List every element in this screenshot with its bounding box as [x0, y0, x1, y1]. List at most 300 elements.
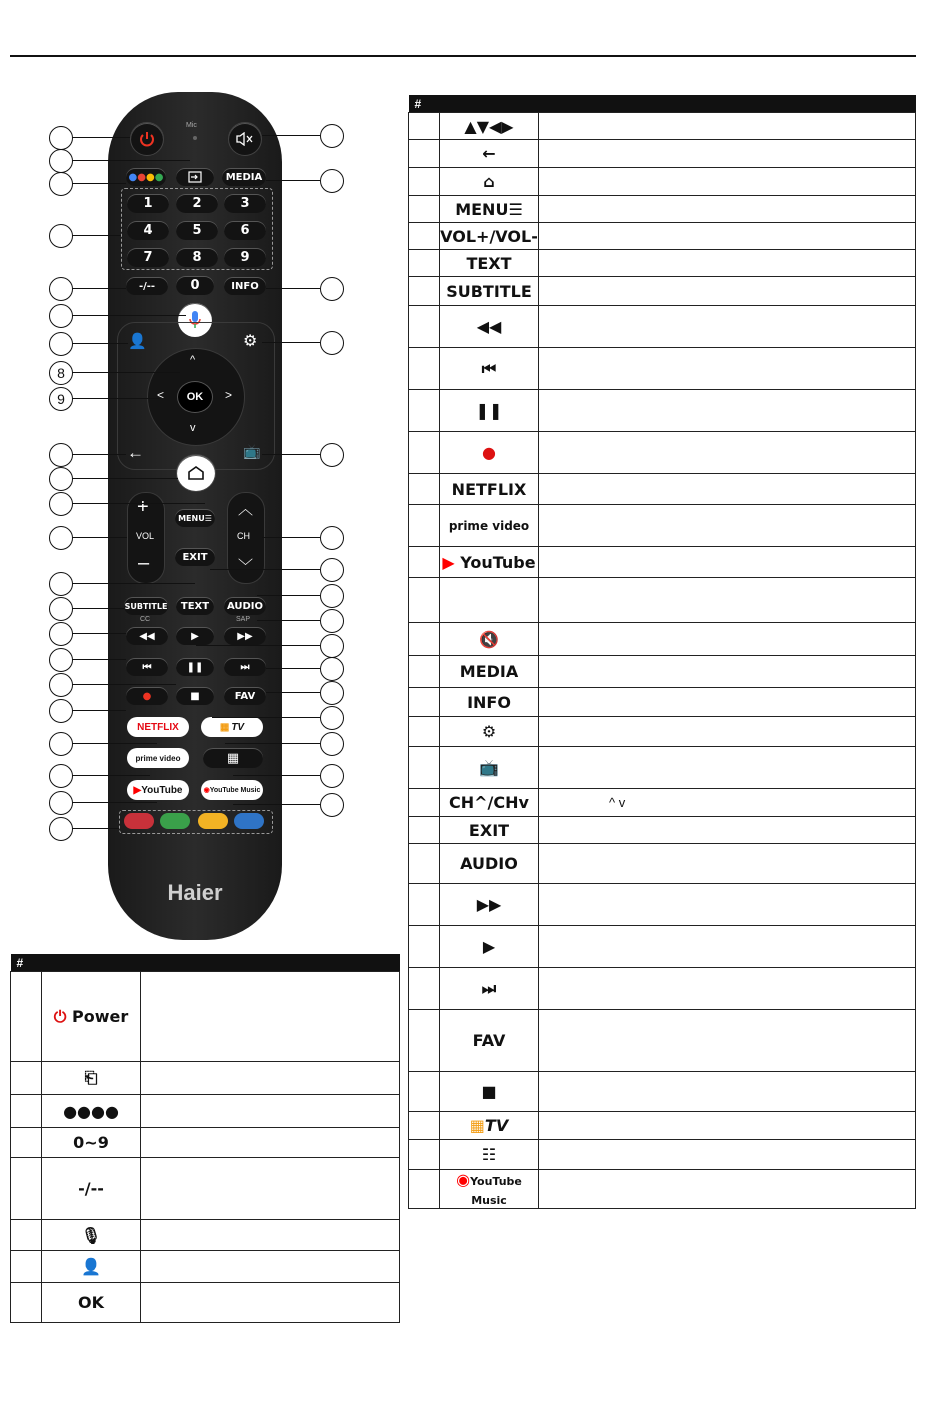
row-number: [409, 547, 440, 578]
netflix-button[interactable]: NETFLIX: [127, 717, 189, 737]
table-row: [409, 1170, 916, 1209]
row-number: [11, 1062, 42, 1095]
youtube-button[interactable]: ▶ YouTube: [127, 780, 189, 800]
leader-line: [233, 804, 320, 805]
table-row: [409, 623, 916, 656]
leader-line: [210, 569, 320, 570]
key-cell: AUDIO: [440, 844, 539, 884]
callout-left-10: [49, 443, 73, 467]
leader-line: [72, 183, 126, 184]
callout-right-10: [320, 634, 344, 658]
table-row: [409, 926, 916, 968]
table-row: [409, 223, 916, 250]
row-number: [409, 717, 440, 747]
row-number: [409, 306, 440, 348]
tv-input-icon[interactable]: 📺: [243, 443, 261, 459]
key-cell: ⚙: [440, 717, 539, 747]
next-button[interactable]: [224, 658, 266, 676]
dpad-left-arrow[interactable]: <: [157, 388, 165, 402]
text-button[interactable]: TEXT: [176, 597, 214, 615]
callout-left-15: [49, 597, 73, 621]
description-cell: [539, 844, 916, 884]
dash-button[interactable]: -/--: [126, 277, 168, 295]
leader-line: [212, 717, 320, 718]
key-cell: ←: [440, 140, 539, 168]
description-cell: [141, 1283, 400, 1323]
table-row: [409, 789, 916, 817]
row-number: [11, 1128, 42, 1158]
row-number: [409, 844, 440, 884]
dot-icon: ●: [128, 171, 138, 183]
description-cell: [539, 926, 916, 968]
leader-line: [262, 342, 320, 343]
number-0-button[interactable]: 0: [176, 276, 214, 295]
power-icon: [138, 130, 156, 148]
description-cell: [539, 348, 916, 390]
description-cell: [539, 717, 916, 747]
leader-line: [262, 537, 320, 538]
description-cell: [539, 196, 916, 223]
table-row: [409, 1072, 916, 1112]
table-row: [11, 1095, 400, 1128]
description-cell: [539, 140, 916, 168]
mic-label: Mic: [186, 122, 197, 129]
table-row: [409, 717, 916, 747]
home-icon: [187, 466, 205, 480]
callout-left-9: 9: [49, 387, 73, 411]
row-number: [409, 1112, 440, 1140]
google-assistant-dots-button[interactable]: ● ● ● ●: [126, 168, 166, 186]
tv-app-button[interactable]: ▦ TV: [201, 717, 263, 737]
callout-left-23: [49, 817, 73, 841]
row-number: [409, 1010, 440, 1072]
callout-right-4: [320, 331, 344, 355]
dpad-up-arrow[interactable]: ^: [190, 354, 196, 366]
play-button[interactable]: [176, 627, 214, 645]
description-cell: [539, 578, 916, 623]
table-row: [409, 968, 916, 1010]
channel-label: CH: [237, 531, 250, 541]
table-row: [409, 348, 916, 390]
callout-left-19: [49, 699, 73, 723]
settings-gear-icon[interactable]: ⚙: [243, 333, 258, 350]
callout-right-2: [320, 169, 344, 193]
table-row: [409, 474, 916, 505]
play-icon: ▶: [191, 630, 199, 642]
description-cell: [539, 168, 916, 196]
description-cell: [539, 547, 916, 578]
row-number: [409, 623, 440, 656]
sap-label: SAP: [236, 616, 251, 623]
description-cell: [539, 432, 916, 474]
leader-line: [72, 454, 126, 455]
table-row: [11, 1283, 400, 1323]
description-cell: [141, 1062, 400, 1095]
callout-left-3: [49, 172, 73, 196]
number-2-button[interactable]: 2: [176, 194, 218, 213]
key-cell: SUBTITLE: [440, 277, 539, 306]
callout-left-13: [49, 526, 73, 550]
table-row: [409, 168, 916, 196]
callout-right-15: [320, 764, 344, 788]
row-number: [409, 968, 440, 1010]
table-row: [11, 1158, 400, 1220]
key-cell: ◉YouTube Music: [440, 1170, 539, 1209]
table-row: [409, 277, 916, 306]
callout-left-17: [49, 648, 73, 672]
row-number: [11, 1220, 42, 1251]
leader-line: [72, 343, 128, 344]
brand-logo: Haier: [167, 880, 223, 905]
key-cell: 📺: [440, 747, 539, 789]
stop-button[interactable]: [176, 687, 214, 705]
key-cell: MENU☰: [440, 196, 539, 223]
callout-right-9: [320, 609, 344, 633]
input-icon: [188, 171, 202, 183]
row-number: [409, 277, 440, 306]
mute-button[interactable]: [228, 122, 262, 156]
row-number: [409, 432, 440, 474]
key-cell: ▲▼◀▶: [440, 113, 539, 140]
callout-left-20: [49, 732, 73, 756]
home-button[interactable]: [176, 454, 216, 492]
leader-line: [72, 684, 176, 685]
key-cell: ⏭: [440, 968, 539, 1010]
table-row: [409, 306, 916, 348]
header-rule: [10, 55, 916, 57]
callout-left-6: [49, 304, 73, 328]
table-row: [409, 817, 916, 844]
row-number: [409, 884, 440, 926]
skip-forward-icon: ⏭: [240, 661, 250, 673]
callout-left-18: [49, 673, 73, 697]
number-6-button[interactable]: 6: [224, 221, 266, 240]
key-cell: ■: [440, 1072, 539, 1112]
leader-line: [72, 608, 124, 609]
leader-line: [72, 478, 178, 479]
callout-right-3: [320, 277, 344, 301]
leader-line: [72, 537, 127, 538]
leader-line: [72, 633, 126, 634]
key-cell: ▦TV: [440, 1112, 539, 1140]
description-cell: [539, 1010, 916, 1072]
description-cell: [539, 113, 916, 140]
number-8-button[interactable]: 8: [176, 248, 218, 267]
description-cell: [539, 1170, 916, 1209]
youtube-music-icon: ◉: [203, 787, 210, 794]
row-number: [409, 789, 440, 817]
leader-line: [262, 454, 320, 455]
table-row: [409, 688, 916, 717]
key-cell: 🔇: [440, 623, 539, 656]
description-cell: [539, 474, 916, 505]
table-row: [409, 432, 916, 474]
fav-button[interactable]: FAV: [224, 687, 266, 705]
description-cell: [539, 306, 916, 348]
callout-left-4: [49, 224, 73, 248]
callout-left-7: [49, 332, 73, 356]
back-arrow-icon[interactable]: ←: [127, 443, 144, 462]
row-number: [409, 656, 440, 688]
subtitle-button[interactable]: SUBTITLE: [124, 597, 168, 615]
youtube-music-icon: ◉: [456, 1170, 471, 1189]
row-number: [409, 688, 440, 717]
media-button[interactable]: MEDIA: [222, 168, 266, 186]
leader-line: [233, 775, 320, 776]
key-cell: ●: [440, 432, 539, 474]
leader-line: [257, 595, 320, 596]
dpad-right-arrow[interactable]: >: [225, 388, 233, 402]
table-row: [409, 1112, 916, 1140]
callout-left-22: [49, 791, 73, 815]
key-cell: FAV: [440, 1010, 539, 1072]
pause-button[interactable]: [176, 658, 214, 676]
row-number: [409, 474, 440, 505]
callout-right-11: [320, 657, 344, 681]
key-cell: VOL+/VOL-: [440, 223, 539, 250]
key-cell: ◀◀: [440, 306, 539, 348]
description-cell: [539, 968, 916, 1010]
ok-button[interactable]: OK: [177, 381, 213, 413]
key-cell: INFO: [440, 688, 539, 717]
blue-key[interactable]: [234, 813, 264, 829]
callout-right-14: [320, 732, 344, 756]
table-row: [409, 578, 916, 623]
green-key[interactable]: [160, 813, 190, 829]
callout-right-8: [320, 584, 344, 608]
mute-icon: [236, 132, 254, 146]
callout-left-12: [49, 492, 73, 516]
description-cell: [141, 1220, 400, 1251]
table-row: [409, 1140, 916, 1170]
row-number: [409, 1072, 440, 1112]
rewind-icon: ◀◀: [139, 630, 155, 642]
number-4-button[interactable]: 4: [127, 221, 169, 240]
key-cell: ☷: [440, 1140, 539, 1170]
dpad-down-arrow[interactable]: v: [190, 422, 196, 434]
key-cell: ⏻ Power: [42, 972, 141, 1062]
previous-button[interactable]: [126, 658, 168, 676]
callout-right-5: [320, 443, 344, 467]
yellow-key[interactable]: [198, 813, 228, 829]
tv-app-icon: ▦: [469, 1116, 485, 1135]
number-9-button[interactable]: 9: [224, 248, 266, 267]
user-profile-icon[interactable]: 👤: [128, 333, 147, 350]
number-1-button[interactable]: 1: [127, 194, 169, 213]
cc-label: CC: [140, 616, 151, 623]
right-function-table: [408, 95, 916, 1209]
stop-icon: ■: [190, 690, 200, 702]
leader-line: [72, 503, 205, 504]
leader-line: [72, 235, 121, 236]
callout-right-13: [320, 706, 344, 730]
leader-line: [72, 743, 157, 744]
table-row: [11, 1251, 400, 1283]
table-row: [409, 1010, 916, 1072]
row-number: [11, 1158, 42, 1220]
skip-back-icon: ⏮: [142, 661, 152, 673]
key-cell: 0~9: [42, 1128, 141, 1158]
row-number: [409, 168, 440, 196]
number-7-button[interactable]: 7: [127, 248, 169, 267]
callout-left-14: [49, 572, 73, 596]
exit-button[interactable]: EXIT: [175, 548, 215, 566]
key-cell: NETFLIX: [440, 474, 539, 505]
key-cell: [440, 578, 539, 623]
leader-line: [266, 692, 320, 693]
row-number: [409, 140, 440, 168]
apps-button[interactable]: [203, 748, 263, 768]
tv-app-icon: ▦: [219, 721, 230, 733]
table-row: [409, 884, 916, 926]
description-cell: [539, 884, 916, 926]
description-cell: [141, 1128, 400, 1158]
leader-line: [72, 659, 126, 660]
key-cell: ▶ YouTube: [440, 547, 539, 578]
table-row: [409, 390, 916, 432]
youtube-play-icon: ▶: [442, 552, 455, 572]
row-number: [409, 113, 440, 140]
leader-line: [72, 398, 160, 399]
callout-right-16: [320, 793, 344, 817]
red-key[interactable]: [124, 813, 154, 829]
description-cell: [539, 250, 916, 277]
row-number: [409, 390, 440, 432]
description-cell: [141, 1251, 400, 1283]
key-cell: -/--: [42, 1158, 141, 1220]
leader-line: [72, 710, 126, 711]
left-function-table: [10, 954, 400, 1323]
description-cell: [141, 972, 400, 1062]
leader-line: [266, 288, 320, 289]
key-cell: EXIT: [440, 817, 539, 844]
key-cell: prime video: [440, 505, 539, 547]
key-cell: ▶▶: [440, 884, 539, 926]
table-row: [409, 505, 916, 547]
table-header: #: [409, 95, 916, 113]
table-row: [11, 1220, 400, 1251]
number-5-button[interactable]: 5: [176, 221, 218, 240]
callout-left-21: [49, 764, 73, 788]
callout-left-16: [49, 622, 73, 646]
leader-line: [72, 775, 150, 776]
row-number: [409, 196, 440, 223]
rewind-button[interactable]: [126, 627, 168, 645]
mic-hole: [193, 136, 197, 140]
callout-right-7: [320, 558, 344, 582]
key-cell: ⌂: [440, 168, 539, 196]
row-number: [11, 1283, 42, 1323]
table-row: [409, 196, 916, 223]
description-cell: [539, 1072, 916, 1112]
leader-line: [262, 135, 320, 136]
description-cell: [141, 1158, 400, 1220]
leader-line: [72, 160, 190, 161]
record-button[interactable]: [126, 687, 168, 705]
key-cell: OK: [42, 1283, 141, 1323]
key-cell: ⎗: [42, 1062, 141, 1095]
description-cell: [539, 1140, 916, 1170]
callout-right-6: [320, 526, 344, 550]
channel-up-icon[interactable]: ︿: [238, 501, 254, 518]
input-source-button[interactable]: [176, 168, 214, 186]
description-cell: [539, 656, 916, 688]
description-cell: [539, 747, 916, 789]
row-number: [409, 1140, 440, 1170]
table-row: [11, 1062, 400, 1095]
table-row: [409, 140, 916, 168]
description-cell: [539, 390, 916, 432]
callout-left-8: 8: [49, 361, 73, 385]
channel-down-icon[interactable]: ﹀: [238, 558, 254, 575]
table-row: [11, 1128, 400, 1158]
leader-line: [72, 828, 119, 829]
description-cell: [539, 817, 916, 844]
description-cell: [539, 505, 916, 547]
table-row: [409, 113, 916, 140]
description-cell: ^ v: [539, 789, 916, 817]
key-cell: ▶: [440, 926, 539, 968]
row-number: [11, 1095, 42, 1128]
apps-grid-icon: ▦: [226, 750, 240, 766]
row-number: [409, 926, 440, 968]
menu-button[interactable]: MENU☰: [175, 509, 215, 527]
power-button[interactable]: [130, 122, 164, 156]
volume-down-icon[interactable]: –: [138, 552, 150, 574]
key-cell: MEDIA: [440, 656, 539, 688]
callout-right-1: [320, 124, 344, 148]
table-row: [11, 972, 400, 1062]
description-cell: [539, 688, 916, 717]
key-cell: TEXT: [440, 250, 539, 277]
leader-line: [266, 180, 320, 181]
row-number: [11, 972, 42, 1062]
callout-left-1: [49, 126, 73, 150]
description-cell: [539, 277, 916, 306]
row-number: [409, 223, 440, 250]
row-number: [11, 1251, 42, 1283]
callout-left-11: [49, 467, 73, 491]
table-row: [409, 250, 916, 277]
row-number: [409, 250, 440, 277]
power-icon: ⏻: [53, 1006, 67, 1026]
number-3-button[interactable]: 3: [224, 194, 266, 213]
table-row: [409, 747, 916, 789]
callout-right-12: [320, 681, 344, 705]
fast-forward-icon: ▶▶: [237, 630, 253, 642]
description-cell: [539, 1112, 916, 1140]
description-cell: [539, 223, 916, 250]
fast-forward-button[interactable]: [224, 627, 266, 645]
row-number: [409, 817, 440, 844]
table-header: #: [11, 954, 400, 972]
volume-label: VOL: [136, 531, 155, 541]
youtube-music-button[interactable]: ◉ YouTube Music: [201, 780, 263, 800]
row-number: [409, 578, 440, 623]
record-icon: ●: [142, 690, 152, 702]
description-cell: [141, 1095, 400, 1128]
key-cell: ⏮: [440, 348, 539, 390]
key-cell: ●●●●: [42, 1095, 141, 1128]
audio-button[interactable]: AUDIO: [224, 597, 266, 615]
volume-up-icon[interactable]: +: [137, 496, 149, 518]
leader-line: [257, 620, 320, 621]
leader-line: [72, 288, 126, 289]
prime-video-button[interactable]: prime video: [127, 748, 189, 768]
leader-line: [72, 315, 186, 316]
leader-line: [72, 802, 157, 803]
info-button[interactable]: INFO: [224, 277, 266, 295]
